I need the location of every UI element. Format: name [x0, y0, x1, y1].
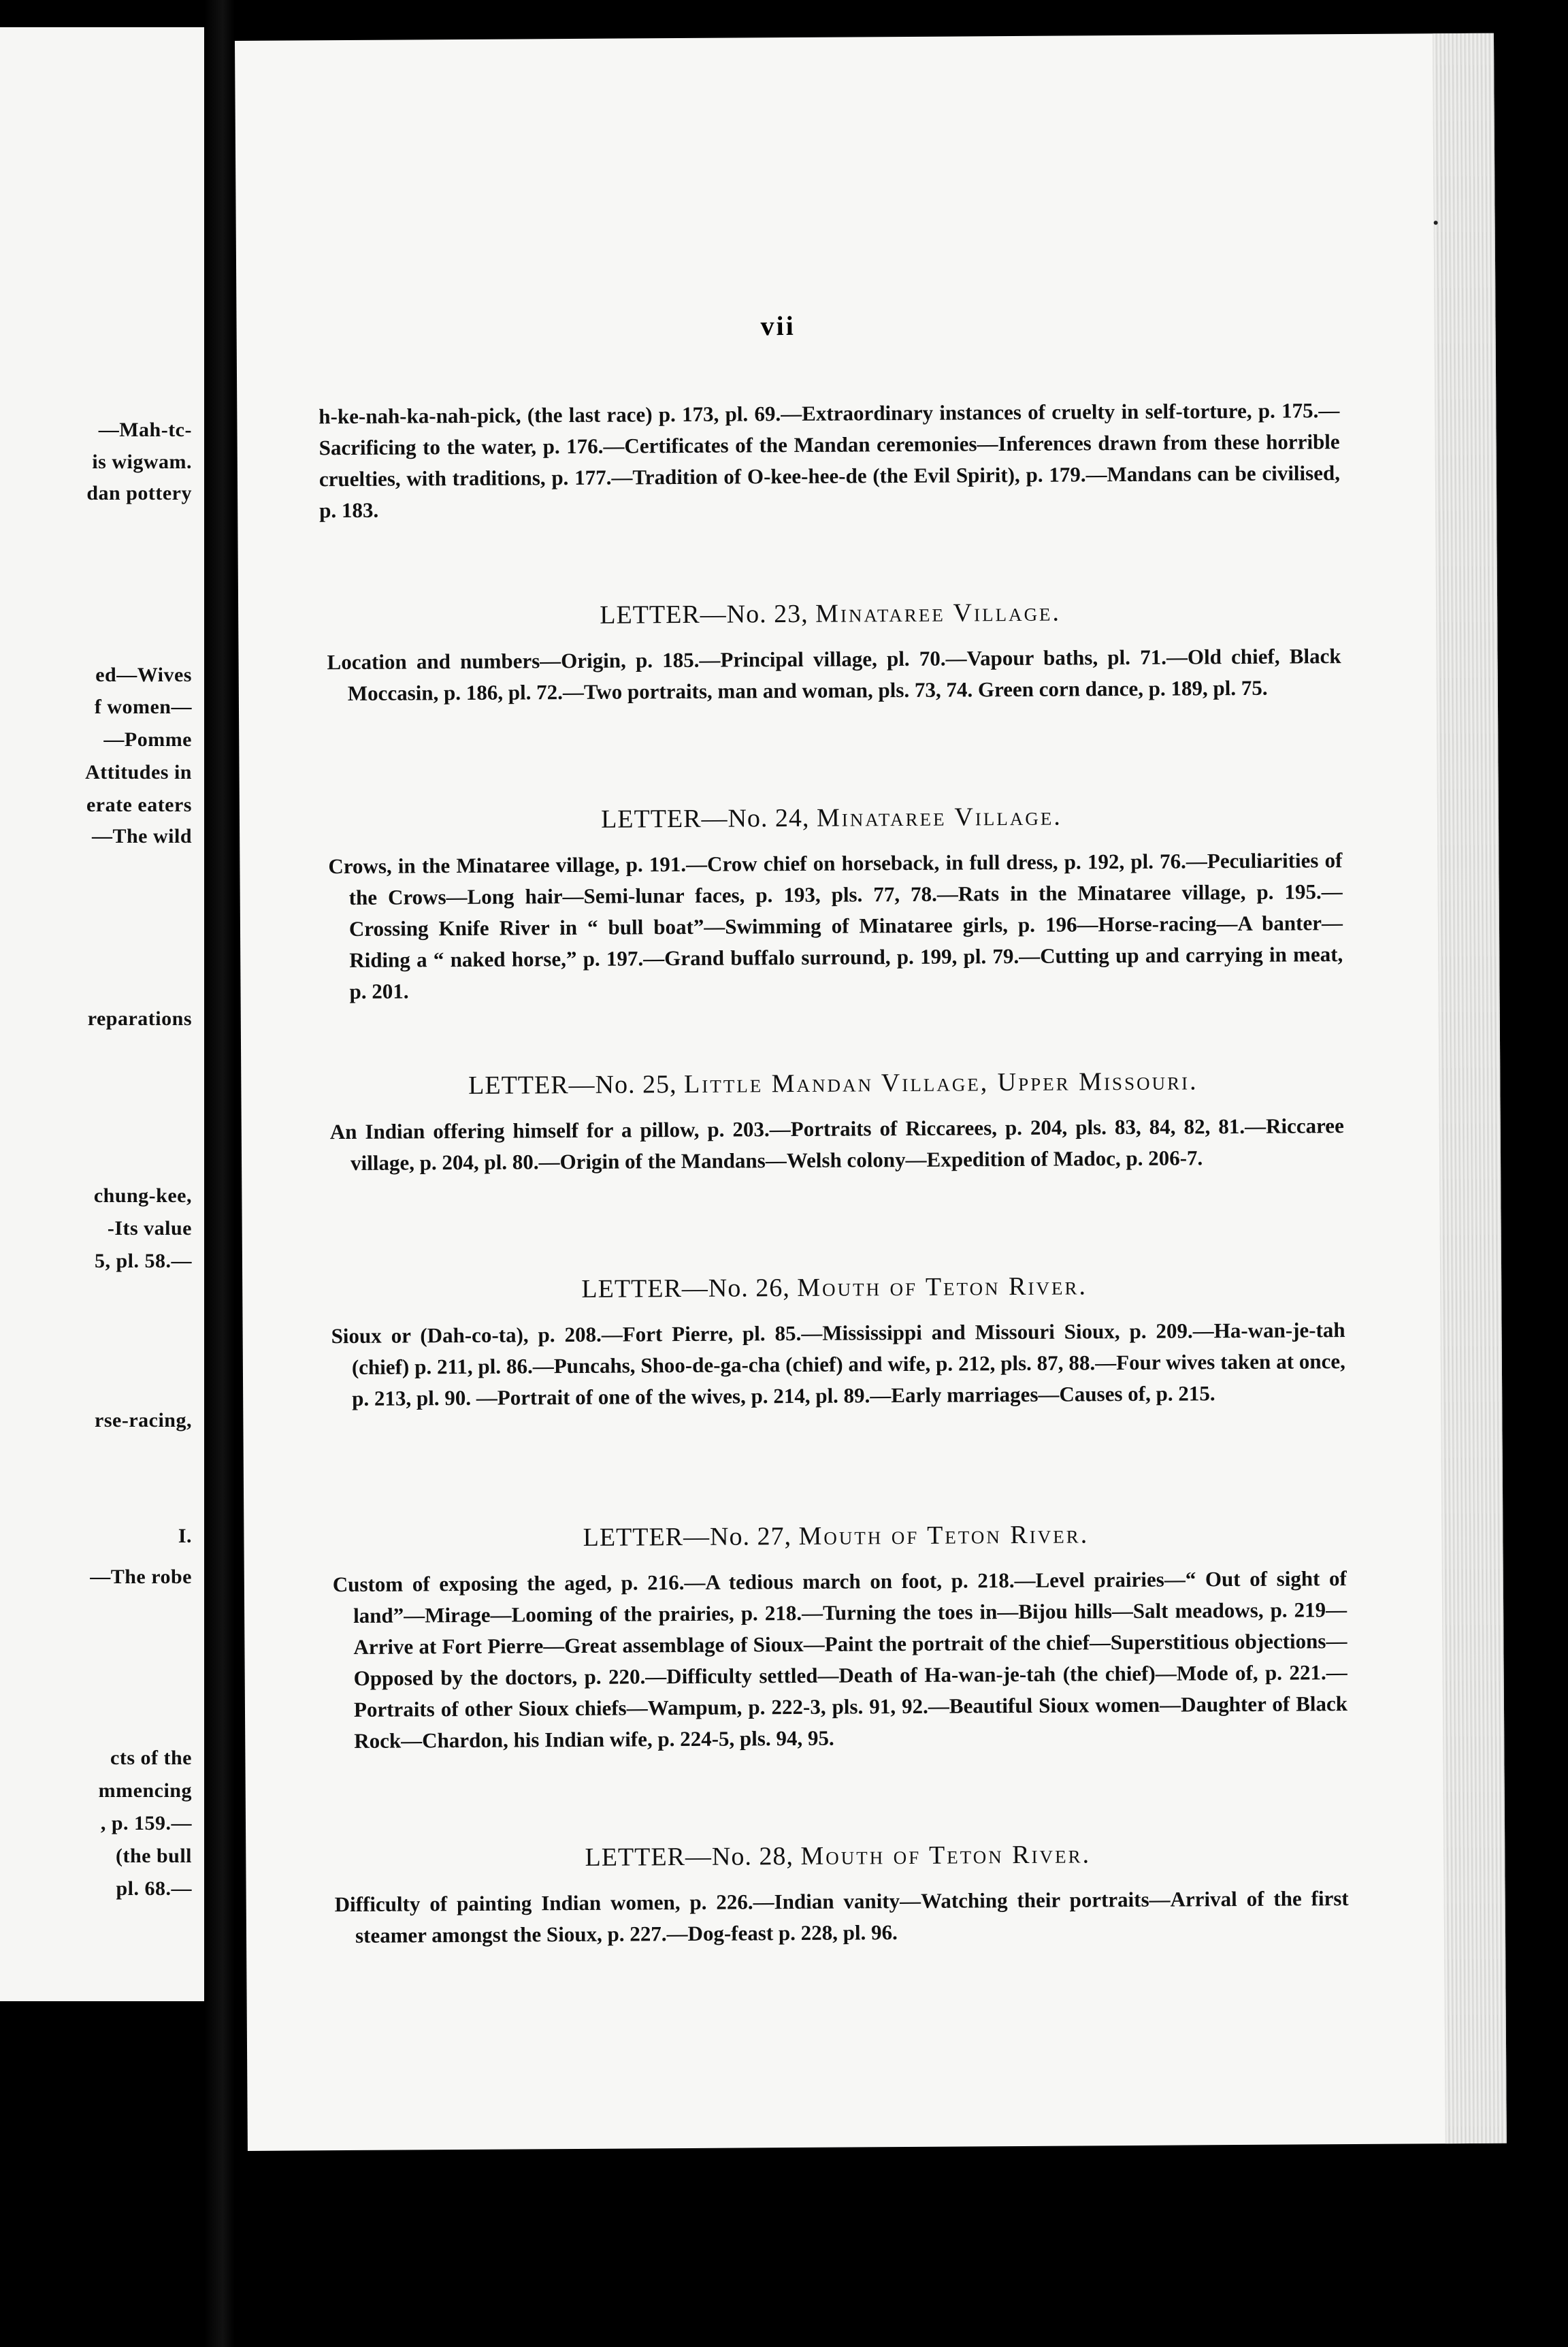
letter-heading	[327, 1838, 1348, 1874]
letter-heading-prefix: LETTER—No. 24,	[601, 803, 810, 834]
letter-summary: Crows, in the Minataree village, p. 191.—Crow chief on horseback, in full dress, p. 192, pl. 76.—Peculiarities of the Crows—Long hair—Semi-lunar faces, p. 193, pls. 77, 78.—Rats in the Minataree village, p. 195.—Crossing Knife River in “ bull boat”—Swimming of Minataree girls, p. 196—Horse-racing—A banter—Riding a “ naked horse,” p. 197.—Grand buffalo surround, p. 199, pl. 79.—Cutting up and carrying in meat, p. 201.	[328, 848, 1343, 1003]
facing-page-line: 5, pl. 58.—	[94, 1250, 192, 1272]
facing-page-line: ed—Wives	[95, 664, 192, 686]
facing-page-line: Attitudes in	[85, 761, 192, 783]
facing-page-line: I.	[178, 1525, 192, 1547]
facing-page-line: —Mah-tc-	[98, 419, 192, 441]
letter-summary: Sioux or (Dah-co-ta), p. 208.—Fort Pierre, pl. 85.—Mississippi and Missouri Sioux, p. 209.—Ha-wan-je-tah (chief) p. 211, pl. 86.—Puncahs, Shoo-de-ga-cha (chief) and wife, p. 212, pls. 87, 88.—Four wives taken at once, p. 213, pl. 90. —Portrait of one of the wives, p. 214, pl. 89.—Early marriages—Causes of, p. 215.	[331, 1318, 1345, 1410]
facing-page-line: chung-kee,	[93, 1184, 192, 1207]
letter-23-section	[320, 596, 1341, 709]
letter-heading-prefix: LETTER—No. 28,	[585, 1842, 794, 1872]
facing-page-line: dan pottery	[86, 482, 192, 504]
facing-page-line: erate eaters	[86, 794, 192, 816]
letter-heading-place: Minataree Village.	[816, 802, 1062, 832]
intro-paragraph: h-ke-nah-ka-nah-pick, (the last race) p. 173, pl. 69.—Extraordinary instances of cruelty in self-torture, p. 175.—Sacrificing to the water, p. 176.—Certificates of the Mandan ceremonies—Inferences drawn from these horrible cruelties, with traditions, p. 177.—Tradition of O-kee-hee-de (the Evil Spirit), p. 179.—Mandans can be civilised, p. 183.	[318, 398, 1341, 523]
facing-page-line: —The robe	[90, 1566, 192, 1588]
letter-summary: Difficulty of painting Indian women, p. 226.—Indian vanity—Watching their portraits—Arrival of the first steamer amongst the Sioux, p. 227.—Dog-feast p. 228, pl. 96.	[334, 1886, 1349, 1947]
letter-heading-place: Mouth of Teton River.	[800, 1840, 1092, 1871]
letter-heading-prefix: LETTER—No. 27,	[583, 1522, 792, 1552]
letter-heading	[324, 1269, 1345, 1306]
facing-page-line: -Its value	[107, 1217, 192, 1240]
letter-24-section	[321, 800, 1343, 1007]
letter-summary: An Indian offering himself for a pillow, p. 203.—Portraits of Riccarees, p. 204, pls. 83, 84, 82, 81.—Riccaree village, p. 204, pl. 80.—Origin of the Mandans—Welsh colony—Expedition of Madoc, p. 206-7.	[329, 1114, 1344, 1175]
ink-speck	[1434, 221, 1438, 225]
facing-page-line: , p. 159.—	[100, 1812, 192, 1834]
book-spine-gutter	[204, 0, 235, 2347]
letter-heading-prefix: LETTER—No. 23,	[600, 599, 808, 630]
letter-25-section	[323, 1065, 1344, 1179]
main-page	[235, 33, 1507, 2151]
facing-page-line: —The wild	[91, 825, 192, 847]
letter-heading	[320, 596, 1341, 632]
letter-summary: Custom of exposing the aged, p. 216.—A tedious march on foot, p. 218.—Level prairies—“ Out of sight of land”—Mirage—Looming of the prairies, p. 218.—Turning the toes in—Bijou hills—Salt meadows, p. 219—Arrive at Fort Pierre—Great assemblage of Sioux—Paint the portrait of the chief—Superstitious objections—Opposed by the doctors, p. 220.—Difficulty settled—Death of Ha-wan-je-tah (the chief)—Mode of, p. 221.—Portraits of other Sioux chiefs—Wampum, p. 222-3, pls. 91, 92.—Beautiful Sioux women—Daughter of Black Rock—Chardon, his Indian wife, p. 224-5, pls. 94, 95.	[332, 1566, 1348, 1753]
intro-paragraph-block	[318, 395, 1340, 526]
letter-heading-place: Mouth of Teton River.	[797, 1272, 1088, 1302]
letter-26-section	[324, 1269, 1345, 1414]
facing-page-line: mmencing	[98, 1779, 192, 1802]
letter-heading-place: Little Mandan Village, Upper Missouri.	[683, 1067, 1198, 1099]
letter-heading-prefix: LETTER—No. 25,	[468, 1070, 677, 1100]
letter-heading	[325, 1518, 1346, 1554]
letter-heading	[323, 1065, 1343, 1101]
facing-page-line: cts of the	[110, 1747, 192, 1769]
facing-page-line: is wigwam.	[92, 451, 192, 473]
letter-28-section	[327, 1838, 1349, 1952]
letter-heading-place: Mouth of Teton River.	[798, 1520, 1090, 1551]
facing-page-line: rse-racing,	[95, 1409, 192, 1431]
facing-page-line: (the bull	[115, 1845, 192, 1867]
letter-heading-place: Minataree Village.	[815, 598, 1062, 628]
letter-summary: Location and numbers—Origin, p. 185.—Principal village, pl. 70.—Vapour baths, pl. 71.—Old chief, Black Moccasin, p. 186, pl. 72.—Two portraits, man and woman, pls. 73, 74. Green corn dance, p. 189, pl. 75.	[327, 644, 1341, 706]
page-number: vii	[760, 310, 796, 342]
page-edge-shading	[1433, 33, 1507, 2143]
letter-27-section	[325, 1518, 1348, 1757]
facing-page	[0, 27, 204, 2001]
letter-heading-prefix: LETTER—No. 26,	[581, 1274, 790, 1304]
letter-heading	[321, 800, 1342, 836]
facing-page-line: —Pomme	[103, 728, 192, 751]
facing-page-line: f women—	[94, 696, 192, 718]
facing-page-line: pl. 68.—	[116, 1877, 192, 1900]
facing-page-line: reparations	[87, 1007, 192, 1030]
